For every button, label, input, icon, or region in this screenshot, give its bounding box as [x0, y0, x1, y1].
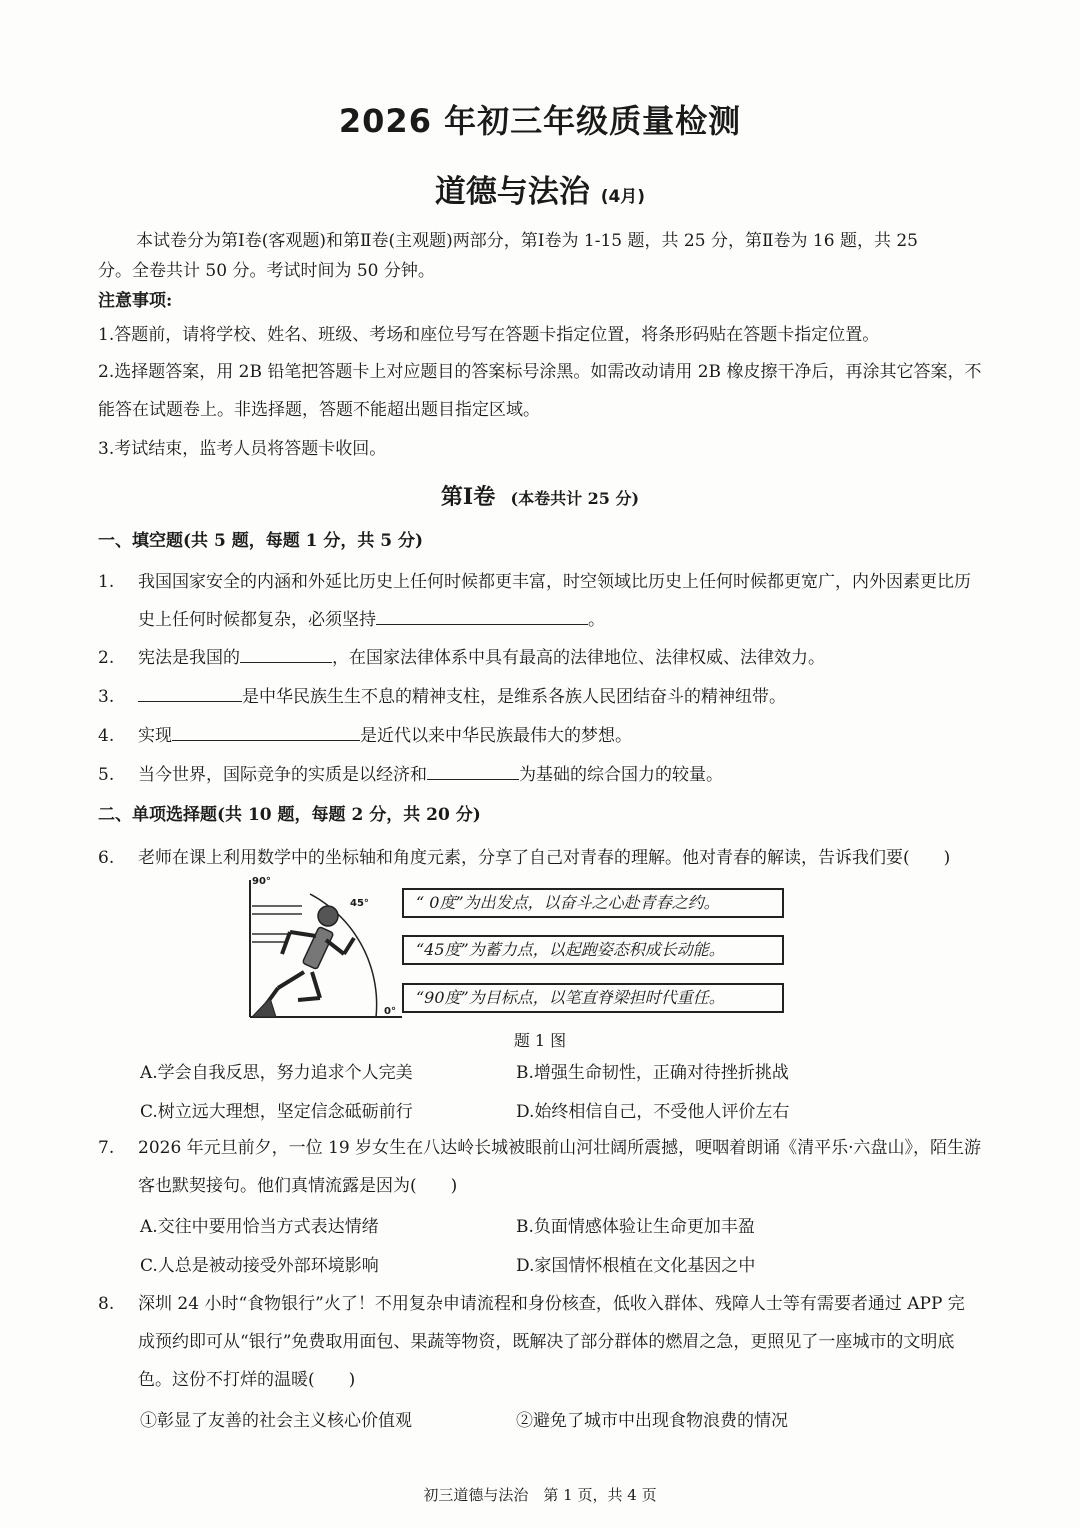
q5-post: 为基础的综合国力的较量。 — [519, 765, 723, 785]
q8-text-b: 成预约即可从“银行”免费取用面包、果蔬等物资，既解决了部分群体的燃眉之急，更照见了一座城市的文明底 — [138, 1332, 955, 1352]
q4-number: 4. — [98, 726, 115, 746]
q4-post: 是近代以来中华民族最伟大的梦想。 — [360, 726, 632, 746]
q2-number: 2. — [98, 648, 115, 668]
label-90-deg: 90° — [252, 876, 271, 887]
q6-option-c[interactable]: C.树立远大理想，坚定信念砥砺前行 — [140, 1102, 413, 1122]
part2-heading: 二、单项选择题(共 10 题，每题 2 分，共 20 分) — [98, 805, 481, 825]
q8-number: 8. — [98, 1294, 115, 1314]
q8-statement-2: ②避免了城市中出现食物浪费的情况 — [516, 1411, 788, 1431]
q6-number: 6. — [98, 848, 115, 868]
page-footer: 初三道德与法治 第 1 页，共 4 页 — [423, 1486, 657, 1504]
exam-title: 2026 年初三年级质量检测 — [338, 102, 742, 140]
q5-pre: 当今世界，国际竞争的实质是以经济和 — [138, 765, 427, 785]
q2-pre: 宪法是我国的 — [138, 648, 240, 668]
q6-text: 老师在课上利用数学中的坐标轴和角度元素，分享了自己对青春的理解。他对青春的解读，告诉我们要( ) — [138, 848, 951, 868]
q6-figure — [246, 876, 786, 1021]
q8-text-c: 色。这份不打烊的温暖( ) — [138, 1370, 356, 1390]
q1-text-a: 我国国家安全的内涵和外延比历史上任何时候都更丰富，时空领域比历史上任何时候都更宽广，内外因素更比历 — [138, 572, 971, 592]
q3-blank[interactable] — [138, 683, 242, 702]
part1-heading: 一、填空题(共 5 题，每题 1 分，共 5 分) — [98, 531, 424, 551]
q5-text — [138, 756, 1066, 794]
q1-blank[interactable] — [376, 606, 588, 625]
q3-number: 3. — [98, 687, 115, 707]
q5-number: 5. — [98, 765, 115, 785]
q7-option-b[interactable]: B.负面情感体验让生命更加丰盈 — [516, 1217, 755, 1237]
notes-title: 注意事项: — [98, 291, 173, 311]
section-subtitle: (本卷共计 25 分) — [510, 489, 640, 508]
note-2a: 2.选择题答案，用 2B 铅笔把答题卡上对应题目的答案标号涂黑。如需改动请用 2B 橡皮擦干净后，再涂其它答案，不 — [98, 362, 982, 382]
q6-option-b[interactable]: B.增强生命韧性，正确对待挫折挑战 — [516, 1063, 789, 1083]
intro-line-1: 本试卷分为第Ⅰ卷(客观题)和第Ⅱ卷(主观题)两部分，第Ⅰ卷为 1-15 题，共 25 分，第Ⅱ卷为 16 题，共 25 — [136, 231, 918, 251]
q6-option-a[interactable]: A.学会自我反思，努力追求个人完美 — [140, 1063, 413, 1083]
q4-blank[interactable] — [172, 722, 360, 741]
q1-text-b: 史上任何时候都复杂，必须坚持 — [138, 610, 376, 630]
q4-text — [138, 717, 1066, 755]
q7-text-b: 客也默契接句。他们真情流露是因为( ) — [138, 1176, 458, 1196]
note-1: 1.答题前，请将学校、姓名、班级、考场和座位号写在答题卡指定位置，将条形码贴在答题卡指定位置。 — [98, 325, 880, 345]
q7-option-c[interactable]: C.人总是被动接受外部环境影响 — [140, 1256, 379, 1276]
q2-text — [138, 639, 1066, 677]
q2-post: ，在国家法律体系中具有最高的法律地位、法律权威、法律效力。 — [332, 648, 825, 668]
q3-text — [138, 678, 1066, 716]
note-2b: 能答在试题卷上。非选择题，答题不能超出题目指定区域。 — [98, 400, 540, 420]
runner-illustration — [246, 876, 406, 1021]
subject-name: 道德与法治 — [434, 174, 590, 210]
q8-text-a: 深圳 24 小时“食物银行”火了！不用复杂申请流程和身份核查，低收入群体、残障人士等有需要者通过 APP 完 — [138, 1294, 965, 1314]
q3-post: 是中华民族生生不息的精神支柱，是维系各族人民团结奋斗的精神纽带。 — [242, 687, 786, 707]
q7-number: 7. — [98, 1138, 115, 1158]
note-3: 3.考试结束，监考人员将答题卡收回。 — [98, 439, 387, 459]
q2-blank[interactable] — [240, 644, 332, 663]
q8-text — [138, 1285, 1066, 1399]
q4-pre: 实现 — [138, 726, 172, 746]
q7-text — [138, 1129, 1066, 1205]
label-45-deg: 45° — [350, 898, 369, 909]
label-0-deg: 0° — [384, 1006, 396, 1017]
figure-item-0-deg: “ 0度”为出发点，以奋斗之心赴青春之约。 — [402, 888, 784, 918]
q1-text — [138, 563, 1066, 639]
q7-option-a[interactable]: A.交往中要用恰当方式表达情绪 — [140, 1217, 379, 1237]
subject-title — [0, 166, 1080, 211]
q1-number: 1. — [98, 572, 115, 592]
figure-item-90-deg: “90度”为目标点，以笔直脊梁担时代重任。 — [402, 983, 784, 1013]
q5-blank[interactable] — [427, 761, 519, 780]
figure-item-45-deg: “45度”为蓄力点，以起跑姿态积成长动能。 — [402, 935, 784, 965]
q7-option-d[interactable]: D.家国情怀根植在文化基因之中 — [516, 1256, 756, 1276]
intro-line-2: 分。全卷共计 50 分。考试时间为 50 分钟。 — [98, 261, 435, 281]
q1-text-c: 。 — [588, 610, 605, 630]
q8-statement-1: ①彰显了友善的社会主义核心价值观 — [140, 1411, 412, 1431]
figure-caption: 题 1 图 — [513, 1031, 567, 1050]
subject-month: (4月) — [600, 187, 646, 207]
section-name: 第Ⅰ卷 — [440, 484, 496, 510]
q6-option-d[interactable]: D.始终相信自己，不受他人评价左右 — [516, 1102, 790, 1122]
q7-text-a: 2026 年元旦前夕，一位 19 岁女生在八达岭长城被眼前山河壮阔所震撼，哽咽着朗诵《清平乐·六盘山》，陌生游 — [138, 1138, 982, 1158]
section-title — [0, 480, 1080, 511]
